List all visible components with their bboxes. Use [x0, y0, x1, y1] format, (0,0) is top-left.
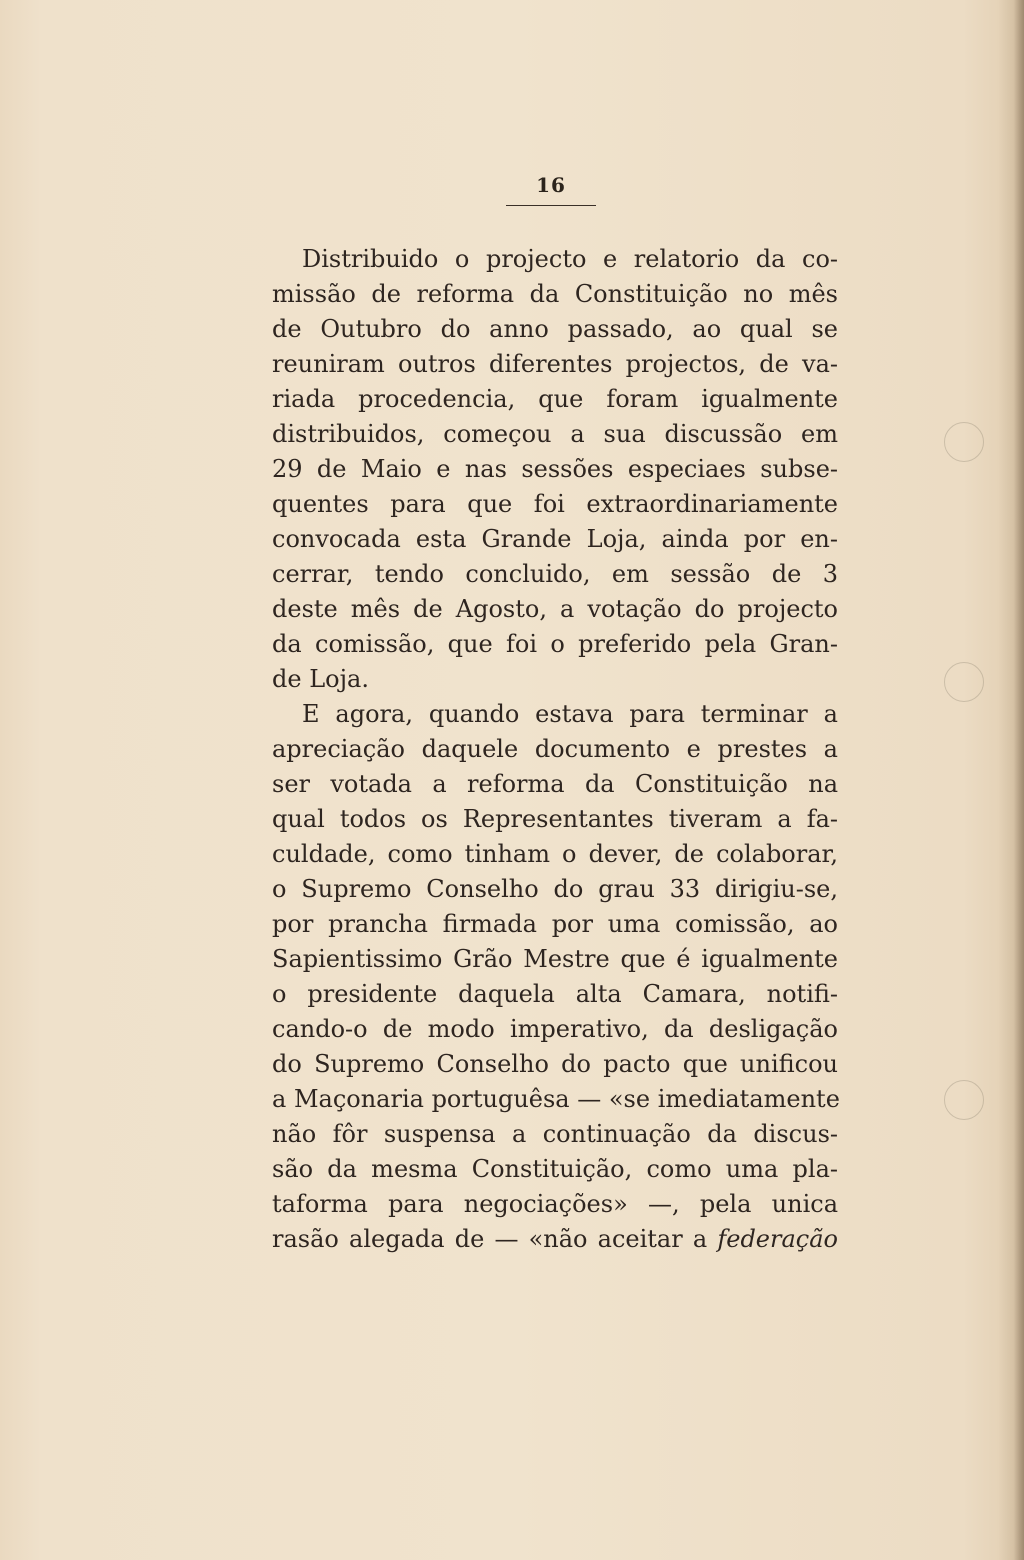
page-edge-shadow [998, 0, 1024, 1560]
edge-stain [944, 662, 984, 702]
text-line [272, 312, 838, 347]
text-line [272, 522, 838, 557]
text-line-content: ser votada a reforma da Constituição na [272, 770, 838, 798]
text-line [272, 662, 838, 697]
edge-stain [944, 422, 984, 462]
text-line [272, 1152, 838, 1187]
text-line [272, 417, 838, 452]
text-line-content: são da mesma Constituição, como uma pla- [272, 1155, 838, 1183]
text-line-content: não fôr suspensa a continuação da discus- [272, 1120, 838, 1148]
text-line-content: taforma para negociações» —, pela unica [272, 1190, 838, 1218]
text-line-content: apreciação daquele documento e prestes a [272, 735, 838, 763]
text-line [272, 627, 838, 662]
text-line [272, 1187, 838, 1222]
text-line [272, 1117, 838, 1152]
text-line [272, 1012, 838, 1047]
text-line [272, 732, 838, 767]
text-line-content: E agora, quando estava para terminar a [302, 700, 838, 728]
text-line-content: a Maçonaria portuguêsa — «se imediatamente [272, 1085, 840, 1113]
text-line-content: reuniram outros diferentes projectos, de va- [272, 350, 838, 378]
text-line [272, 697, 838, 732]
text-line [272, 1047, 838, 1082]
italic-word: federação [717, 1225, 838, 1253]
page-number: 16 [536, 173, 566, 197]
text-line [272, 557, 838, 592]
text-line [272, 1082, 838, 1117]
text-line [272, 1222, 838, 1257]
text-line [272, 382, 838, 417]
text-line-content: de Outubro do anno passado, ao qual se [272, 315, 838, 343]
text-line-content: missão de reforma da Constituição no mês [272, 280, 838, 308]
text-line-content: culdade, como tinham o dever, de colaborar, [272, 840, 838, 868]
text-line-content: o Supremo Conselho do grau 33 dirigiu-se, [272, 875, 838, 903]
text-line [272, 487, 838, 522]
text-line [272, 802, 838, 837]
text-line-content: de Loja. [272, 665, 369, 693]
text-line-content: deste mês de Agosto, a votação do projecto [272, 595, 838, 623]
text-line [272, 452, 838, 487]
text-line-content: cando-o de modo imperativo, da desligação [272, 1015, 838, 1043]
text-line-content: convocada esta Grande Loja, ainda por en- [272, 525, 838, 553]
text-line-content: cerrar, tendo concluido, em sessão de 3 [272, 560, 838, 588]
text-line-content: quentes para que foi extraordinariamente [272, 490, 838, 518]
edge-stain [944, 1080, 984, 1120]
text-line [272, 872, 838, 907]
text-line [272, 242, 838, 277]
text-line-content: por prancha firmada por uma comissão, ao [272, 910, 838, 938]
body-text [272, 242, 838, 1257]
page-number-rule [506, 205, 596, 206]
text-line [272, 942, 838, 977]
text-line [272, 767, 838, 802]
text-line-content: da comissão, que foi o preferido pela Gran- [272, 630, 838, 658]
text-line-content: rasão alegada de — «não aceitar a [272, 1225, 718, 1253]
text-line-content: Sapientissimo Grão Mestre que é igualmente [272, 945, 838, 973]
text-line-content: qual todos os Representantes tiveram a fa- [272, 805, 838, 833]
text-line [272, 277, 838, 312]
text-line-content: distribuidos, começou a sua discussão em [272, 420, 838, 448]
text-line-content: Distribuido o projecto e relatorio da co- [302, 245, 838, 273]
text-line-content: 29 de Maio e nas sessões especiaes subse- [272, 455, 838, 483]
text-line-content: o presidente daquela alta Camara, notifi- [272, 980, 838, 1008]
text-line-content: do Supremo Conselho do pacto que unificou [272, 1050, 838, 1078]
text-line [272, 907, 838, 942]
text-line [272, 347, 838, 382]
text-line [272, 977, 838, 1012]
text-line-content: riada procedencia, que foram igualmente [272, 385, 838, 413]
text-line [272, 837, 838, 872]
text-line [272, 592, 838, 627]
